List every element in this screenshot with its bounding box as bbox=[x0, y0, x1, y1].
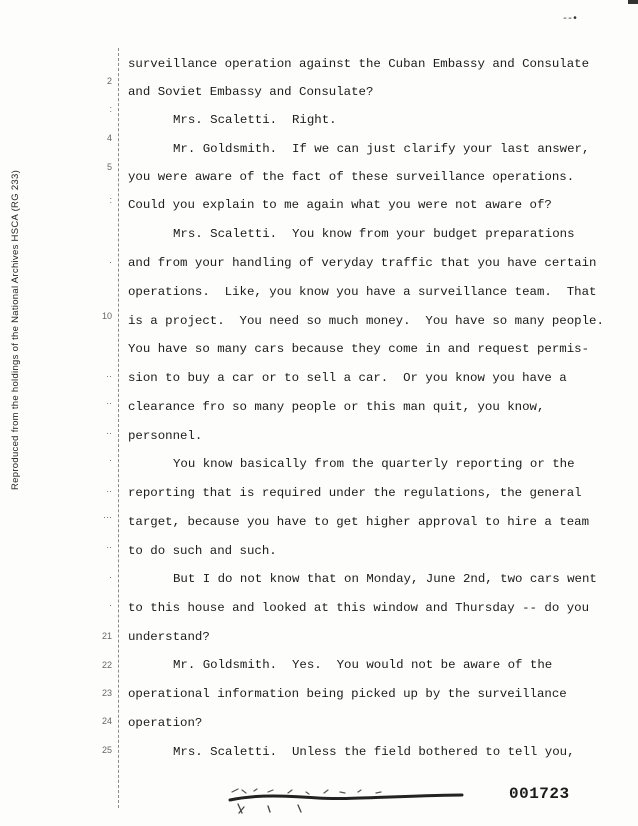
line-number: · bbox=[109, 600, 112, 610]
line-number: · bbox=[109, 455, 112, 465]
transcript-line: to this house and looked at this window and Thursday -- do you bbox=[128, 601, 590, 615]
transcript-line: You know basically from the quarterly reporting or the bbox=[173, 457, 575, 471]
top-mark: --• bbox=[562, 14, 578, 25]
document-number: 001723 bbox=[509, 785, 570, 803]
line-number: ·· bbox=[106, 486, 112, 496]
transcript-line: personnel. bbox=[128, 429, 203, 443]
line-number: ··· bbox=[103, 512, 112, 522]
transcript-line: Mrs. Scaletti. Unless the field bothered to tell you, bbox=[173, 745, 575, 759]
line-number: ·· bbox=[106, 398, 112, 408]
line-number: 10 bbox=[101, 311, 112, 321]
transcript-line: Mrs. Scaletti. Right. bbox=[173, 113, 337, 127]
line-number: : bbox=[109, 195, 112, 205]
transcript-line: reporting that is required under the regulations, the general bbox=[128, 486, 582, 500]
transcript-line: clearance fro so many people or this man quit, you know, bbox=[128, 400, 545, 414]
line-number: ·· bbox=[106, 371, 112, 381]
transcript-line: But I do not know that on Monday, June 2nd, two cars went bbox=[173, 572, 597, 586]
line-number: 24 bbox=[101, 716, 112, 726]
transcript-line: surveillance operation against the Cuban Embassy and Consulate bbox=[128, 57, 590, 71]
line-number: 22 bbox=[101, 660, 112, 670]
transcript-line: target, because you have to get higher approval to hire a team bbox=[128, 515, 590, 529]
line-number: 23 bbox=[101, 688, 112, 698]
transcript-line: is a project. You need so much money. You have so many people. bbox=[128, 314, 604, 328]
transcript-line: operation? bbox=[128, 716, 203, 730]
transcript-line: operations. Like, you know you have a surveillance team. That bbox=[128, 285, 597, 299]
line-number: ·· bbox=[106, 542, 112, 552]
line-number: ·· bbox=[106, 428, 112, 438]
line-number: : bbox=[109, 104, 112, 114]
transcript-line: Mr. Goldsmith. If we can just clarify your last answer, bbox=[173, 142, 590, 156]
transcript-line: to do such and such. bbox=[128, 544, 277, 558]
transcript-line: understand? bbox=[128, 630, 210, 644]
transcript-line: and Soviet Embassy and Consulate? bbox=[128, 85, 374, 99]
transcript-line: sion to buy a car or to sell a car. Or you know you have a bbox=[128, 371, 567, 385]
transcript-line: you were aware of the fact of these surveillance operations. bbox=[128, 170, 575, 184]
transcript-line: and from your handling of veryday traffic that you have certain bbox=[128, 256, 597, 270]
line-number: 5 bbox=[106, 162, 112, 172]
transcript-line: Mr. Goldsmith. Yes. You would not be aware of the bbox=[173, 658, 553, 672]
corner-mark bbox=[628, 0, 638, 4]
line-number: · bbox=[109, 257, 112, 267]
line-number: · bbox=[109, 572, 112, 582]
transcript-line: Mrs. Scaletti. You know from your budget preparations bbox=[173, 227, 575, 241]
line-number: 25 bbox=[101, 745, 112, 755]
margin-rule bbox=[118, 48, 119, 808]
transcript-line: You have so many cars because they come in and request permis- bbox=[128, 342, 590, 356]
transcript-line: operational information being picked up by the surveillance bbox=[128, 687, 567, 701]
line-number: 2 bbox=[106, 76, 112, 86]
archive-stamp: Reproduced from the holdings of the National Archives HSCA (RG 233) bbox=[10, 169, 21, 490]
transcript-line: Could you explain to me again what you were not aware of? bbox=[128, 198, 552, 212]
line-number: 4 bbox=[106, 133, 112, 143]
signature-scrawl-icon bbox=[228, 786, 464, 816]
line-number: 21 bbox=[101, 631, 112, 641]
